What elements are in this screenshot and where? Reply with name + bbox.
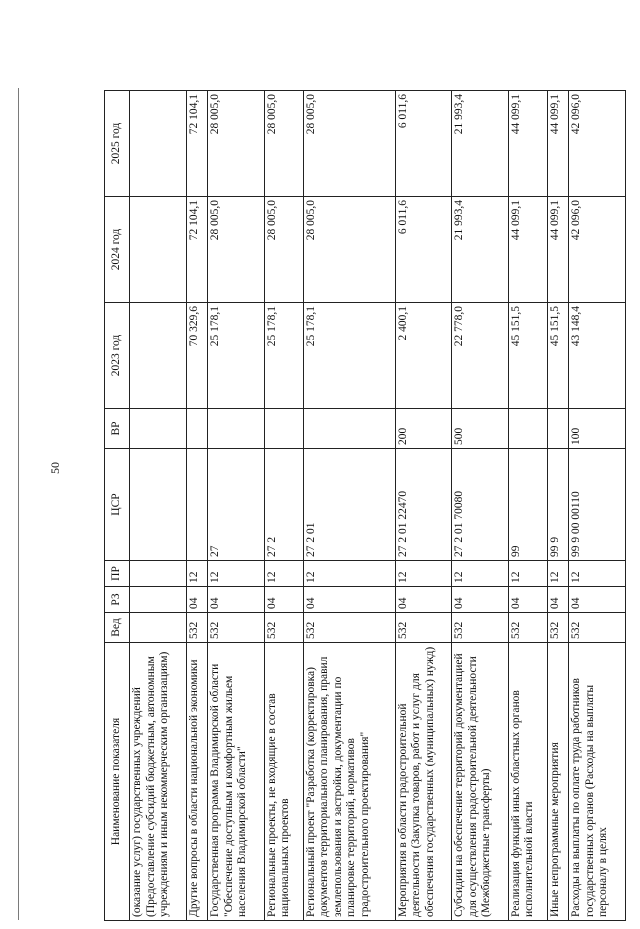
cell-ved: 532	[547, 613, 568, 643]
cell-2025	[130, 91, 187, 197]
cell-pr: 12	[303, 561, 395, 587]
cell-ved: 532	[303, 613, 395, 643]
cell-2023: 22 778,0	[452, 303, 509, 409]
cell-2024: 42 096,0	[569, 197, 626, 303]
cell-name: Мероприятия в области градостроительной деятельности (Закупка товаров, работ и услуг для обеспечения государственных (муниципальных) нужд)	[395, 643, 452, 921]
cell-2025: 44 099,1	[547, 91, 568, 197]
cell-pr	[130, 561, 187, 587]
cell-ved: 532	[186, 613, 207, 643]
cell-2024: 28 005,0	[264, 197, 303, 303]
cell-csr: 27 2 01 22470	[395, 449, 452, 561]
cell-2023	[130, 303, 187, 409]
table-row	[508, 91, 547, 921]
cell-name: Реализация функций иных областных органов исполнительной власти	[508, 643, 547, 921]
budget-table	[104, 90, 626, 921]
cell-2024: 28 005,0	[208, 197, 265, 303]
table-row	[264, 91, 303, 921]
cell-csr	[130, 449, 187, 561]
table-row	[303, 91, 395, 921]
cell-2024	[130, 197, 187, 303]
cell-pr: 12	[508, 561, 547, 587]
cell-pr: 12	[264, 561, 303, 587]
cell-2025: 44 099,1	[508, 91, 547, 197]
cell-vr: 200	[395, 409, 452, 449]
cell-csr: 27	[208, 449, 265, 561]
table-row	[130, 91, 187, 921]
header-ved: Вед	[105, 613, 130, 643]
cell-2025: 6 011,6	[395, 91, 452, 197]
header-name: Наименование показателя	[105, 643, 130, 921]
cell-2023: 25 178,1	[303, 303, 395, 409]
cell-csr: 99	[508, 449, 547, 561]
cell-name: (оказание услуг) государственных учреждений (Предоставление субсидий бюджетным, автономным учреждениям и иным некоммерческим организациям)	[130, 643, 187, 921]
cell-rz: 04	[395, 587, 452, 613]
cell-ved: 532	[508, 613, 547, 643]
cell-ved: 532	[208, 613, 265, 643]
cell-vr	[303, 409, 395, 449]
table-row	[395, 91, 452, 921]
cell-ved	[130, 613, 187, 643]
cell-pr: 12	[395, 561, 452, 587]
cell-csr: 99 9 00 00110	[569, 449, 626, 561]
cell-rz: 04	[547, 587, 568, 613]
cell-vr	[130, 409, 187, 449]
cell-name: Региональный проект "Разработка (корректировка) документов территориального планирования, правил землепользования и застройки, документации по планировке территорий, нормативов градостроительного проектирования"	[303, 643, 395, 921]
cell-rz: 04	[303, 587, 395, 613]
cell-rz: 04	[208, 587, 265, 613]
cell-2023: 45 151,5	[508, 303, 547, 409]
cell-rz	[130, 587, 187, 613]
cell-pr: 12	[569, 561, 626, 587]
cell-vr: 500	[452, 409, 509, 449]
header-2025: 2025 год	[105, 91, 130, 197]
cell-2025: 72 104,1	[186, 91, 207, 197]
cell-csr: 27 2	[264, 449, 303, 561]
cell-2023: 25 178,1	[264, 303, 303, 409]
cell-vr	[508, 409, 547, 449]
cell-2024: 72 104,1	[186, 197, 207, 303]
cell-ved: 532	[264, 613, 303, 643]
cell-name: Региональные проекты, не входящие в состав национальных проектов	[264, 643, 303, 921]
table-row	[186, 91, 207, 921]
table-row	[452, 91, 509, 921]
cell-2023: 2 400,1	[395, 303, 452, 409]
header-row	[105, 91, 130, 921]
cell-rz: 04	[508, 587, 547, 613]
cell-2023: 43 148,4	[569, 303, 626, 409]
cell-vr	[547, 409, 568, 449]
cell-vr: 100	[569, 409, 626, 449]
cell-2024: 44 099,1	[547, 197, 568, 303]
cell-pr: 12	[186, 561, 207, 587]
page-number: 50	[48, 462, 62, 474]
cell-2024: 28 005,0	[303, 197, 395, 303]
cell-2023: 45 151,5	[547, 303, 568, 409]
header-csr: ЦСР	[105, 449, 130, 561]
cell-rz: 04	[569, 587, 626, 613]
cell-pr: 12	[208, 561, 265, 587]
cell-csr: 27 2 01 70080	[452, 449, 509, 561]
cell-vr	[186, 409, 207, 449]
cell-ved: 532	[395, 613, 452, 643]
header-2024: 2024 год	[105, 197, 130, 303]
rotated-table-wrapper	[104, 91, 626, 921]
cell-2024: 21 993,4	[452, 197, 509, 303]
left-margin-line	[18, 88, 19, 920]
cell-rz: 04	[452, 587, 509, 613]
cell-ved: 532	[569, 613, 626, 643]
cell-name: Расходы на выплаты по оплате труда работников государственных органов (Расходы на выплаты персоналу в целях	[569, 643, 626, 921]
table-row	[569, 91, 626, 921]
cell-name: Государственная программа Владимирской области "Обеспечение доступным и комфортным жильем населения Владимирской области"	[208, 643, 265, 921]
cell-csr: 99 9	[547, 449, 568, 561]
cell-vr	[264, 409, 303, 449]
cell-rz: 04	[264, 587, 303, 613]
cell-name: Другие вопросы в области национальной экономики	[186, 643, 207, 921]
cell-vr	[208, 409, 265, 449]
cell-2024: 44 099,1	[508, 197, 547, 303]
header-2023: 2023 год	[105, 303, 130, 409]
table-row	[547, 91, 568, 921]
cell-2023: 25 178,1	[208, 303, 265, 409]
table-row	[208, 91, 265, 921]
cell-2025: 42 096,0	[569, 91, 626, 197]
cell-csr: 27 2 01	[303, 449, 395, 561]
cell-2025: 28 005,0	[303, 91, 395, 197]
cell-2025: 28 005,0	[264, 91, 303, 197]
cell-name: Субсидии на обеспечение территорий документацией для осуществления градостроительной деятельности (Межбюджетные трансферты)	[452, 643, 509, 921]
header-pr: ПР	[105, 561, 130, 587]
cell-2025: 21 993,4	[452, 91, 509, 197]
header-rz: РЗ	[105, 587, 130, 613]
cell-pr: 12	[452, 561, 509, 587]
cell-2023: 70 329,6	[186, 303, 207, 409]
header-vr: ВР	[105, 409, 130, 449]
cell-pr: 12	[547, 561, 568, 587]
cell-rz: 04	[186, 587, 207, 613]
cell-csr	[186, 449, 207, 561]
cell-name: Иные непрограммные мероприятия	[547, 643, 568, 921]
cell-2024: 6 011,6	[395, 197, 452, 303]
cell-2025: 28 005,0	[208, 91, 265, 197]
cell-ved: 532	[452, 613, 509, 643]
